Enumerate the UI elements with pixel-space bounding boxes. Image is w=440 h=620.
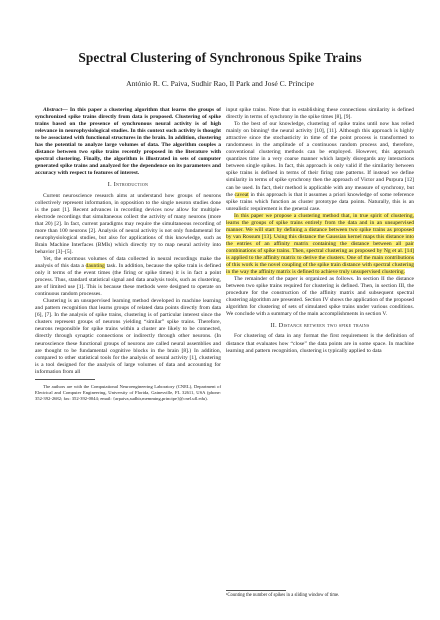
abstract-text: — In this paper a clustering algorithm that learns the groups of synchronized spike trains directly from data is proposed. Clustering of spike trains based on the presence of synchronous neural activity is of high relevance in neurophysiological studies. In this context such activity is thought to be associated with functional structures in the brain. In addition, clustering has the potential to analyze large volumes of data. The algorithm couples a distance between two spike trains recently proposed in the literature with spectral clustering. Finally, the algorithm is illustrated in sets of computer generated spike trains and analyzed for the dependence on its parameters and accuracy with respect to features of interest. xyxy=(35,107,221,177)
paper-title: Spectral Clustering of Synchronous Spike Trains xyxy=(78,50,362,65)
section-heading-distance: II. Distance between two spike trains xyxy=(270,323,370,330)
right-paragraph-4: The remainder of the paper is organized as follows. In section II the distance between two spike trains required for clustering is defined. Then, in section III, the procedure for the construction of the affinity matrix and subsequent spectral clustering algorithm are presented. Section IV shows the application of the proposed algorithm for clustering of sets of simulated spike trains under various conditions. We conclude with a summary of the main accomplishments in section V. xyxy=(226,276,414,318)
section-heading-intro: I. Introduction xyxy=(107,182,149,189)
right-p2-text-b: in this approach is that it assumes a priori knowledge of some reference spike trains which function as cluster prototype data points. Naturally, this is an unrealistic requirement is the general case. xyxy=(226,191,414,212)
intro-p2-text-b: task. In addition, because the spike train is defined only it terms of the event times (the firing or spike times) it is in fact a point process. Thus, standard statistical signal and data analysis tools, such as clustering, are of limited use [1]. This is because these methods were designed to operate on continuous random processes. xyxy=(35,262,222,298)
intro-paragraph-2 xyxy=(35,256,221,298)
highlight-contribution: In this paper we propose a clustering method that, in true spirit of clustering, learns the groups of spike trains entirely from the data and in an unsupervised manner. We will start by defining a distance between two spike trains as proposed by van Rossum [13]. Using this distance the Gaussian kernel maps this distance into the entries of an affinity matrix containing the distance between all pair combinations of spike trains. Then, spectral clustering as proposed by Ng et al. [14] is applied to the affinity matrix to derive the clusters. One of the main contributions of this work is the novel coupling of the spike train distance with spectral clustering in the way the affinity matrix is defined to achieve truly unsupervised clustering. xyxy=(226,212,414,276)
right-column xyxy=(226,107,414,355)
highlight-caveat: caveat xyxy=(234,191,249,198)
right-paragraph-5: For clustering of data in any format the first requirement is the definition of distance that evaluates how “close” the data points are in some space. In machine learning and pattern recognition, clustering is typically applied to data xyxy=(226,333,414,354)
right-paragraph-1: input spike trains. Note that in establishing these connections similarity is defined directly in terms of synchrony in the spike times [8], [9]. xyxy=(226,107,414,121)
right-p2-text-a: To the best of our knowledge, clustering of spike trains until now has relied mainly on binning¹ the neural activity [10], [11]. Although this approach is highly attractive since the stochasticity in time of the point process is transformed to randomness in the amplitude of a continuous random process and, therefore, conventional clustering methods can be employed. However, this approach quantizes time in a very coarse manner which largely disregards any interactions between single spikes. In fact, this approach is only valid if the similarity between spike trains is defined in terms of their firing rate patterns. If instead we define similarity in terms of spike synchrony then the approach of Victor and Purpura [12] can be used. In fact, their method is applicable with any measure of synchrony, but the xyxy=(226,121,414,198)
right-paragraph-3-highlighted xyxy=(226,213,414,276)
binning-footnote-block xyxy=(226,590,414,599)
footnote-rule xyxy=(35,379,95,380)
intro-paragraph-1: Current neuroscience research aims at understand how groups of neurons collectively represent information, in opposition to the single neuron studies done is the past [1]. Recent advances in recording devices now allow for multiple-electrode recordings that simultaneous collect the activity of many neurons (more that 20) [2]. In fact, current paradigms may require the simultaneous recording of more than 100 neurons [2]. Analysis of neural activity is not only fundamental for neurophysiological studies, but also for applications of this knowledge, such as Brain Machine Interfaces (BMIs) which directly try to map neural activity into behavior [3]–[5]. xyxy=(35,192,221,255)
intro-p2-text-a: Yet, the enormous volumes of data collected in neural recordings make the analysis of this data a xyxy=(35,255,221,269)
right-paragraph-2 xyxy=(226,121,414,213)
abstract xyxy=(35,107,221,177)
abstract-lead: Abstract xyxy=(43,107,63,113)
intro-paragraph-3: Clustering is an unsupervised learning method developed in machine learning and pattern recognition that learns groups of related data points directly from data [6], [7]. In the analysis of spike trains, clustering is of particular interest since the clusters represent groups of neurons yielding “similar” spike trains. Therefore, neurons responsible for spike trains within a cluster are likely to be connected, directly through synaptic connections or indirectly through other neurons. (In neuroscience these functional groups of neurons are called neural assemblies and are thought to be fundamental cognitive blocks in the brain [8].) In addition, compared to other statistical tools for the analysis of neural activity [1], clustering is a tool designed for the analysis of large volumes of data and accounting for information from all xyxy=(35,298,221,375)
author-list: António R. C. Paiva, Sudhir Rao, Il Park and José C. Príncipe xyxy=(126,79,314,88)
author-footnote: The authors are with the Computational Neuroengineering Laboratory (CNEL), Department of Electrical and Computer Engineering, University of Florida, Gainesville, FL 32611, USA (phone: 352-392-2682; fax: 352-392-0044; email: {arpaiva,sudhir,memming,principe}@cnel.ufl.edu). xyxy=(35,383,221,401)
highlight-daunting: daunting xyxy=(85,262,105,269)
binning-footnote: ¹Counting the number of spikes in a sliding window of time. xyxy=(226,593,340,598)
left-column xyxy=(35,107,221,401)
footnote-rule-right xyxy=(226,590,286,591)
